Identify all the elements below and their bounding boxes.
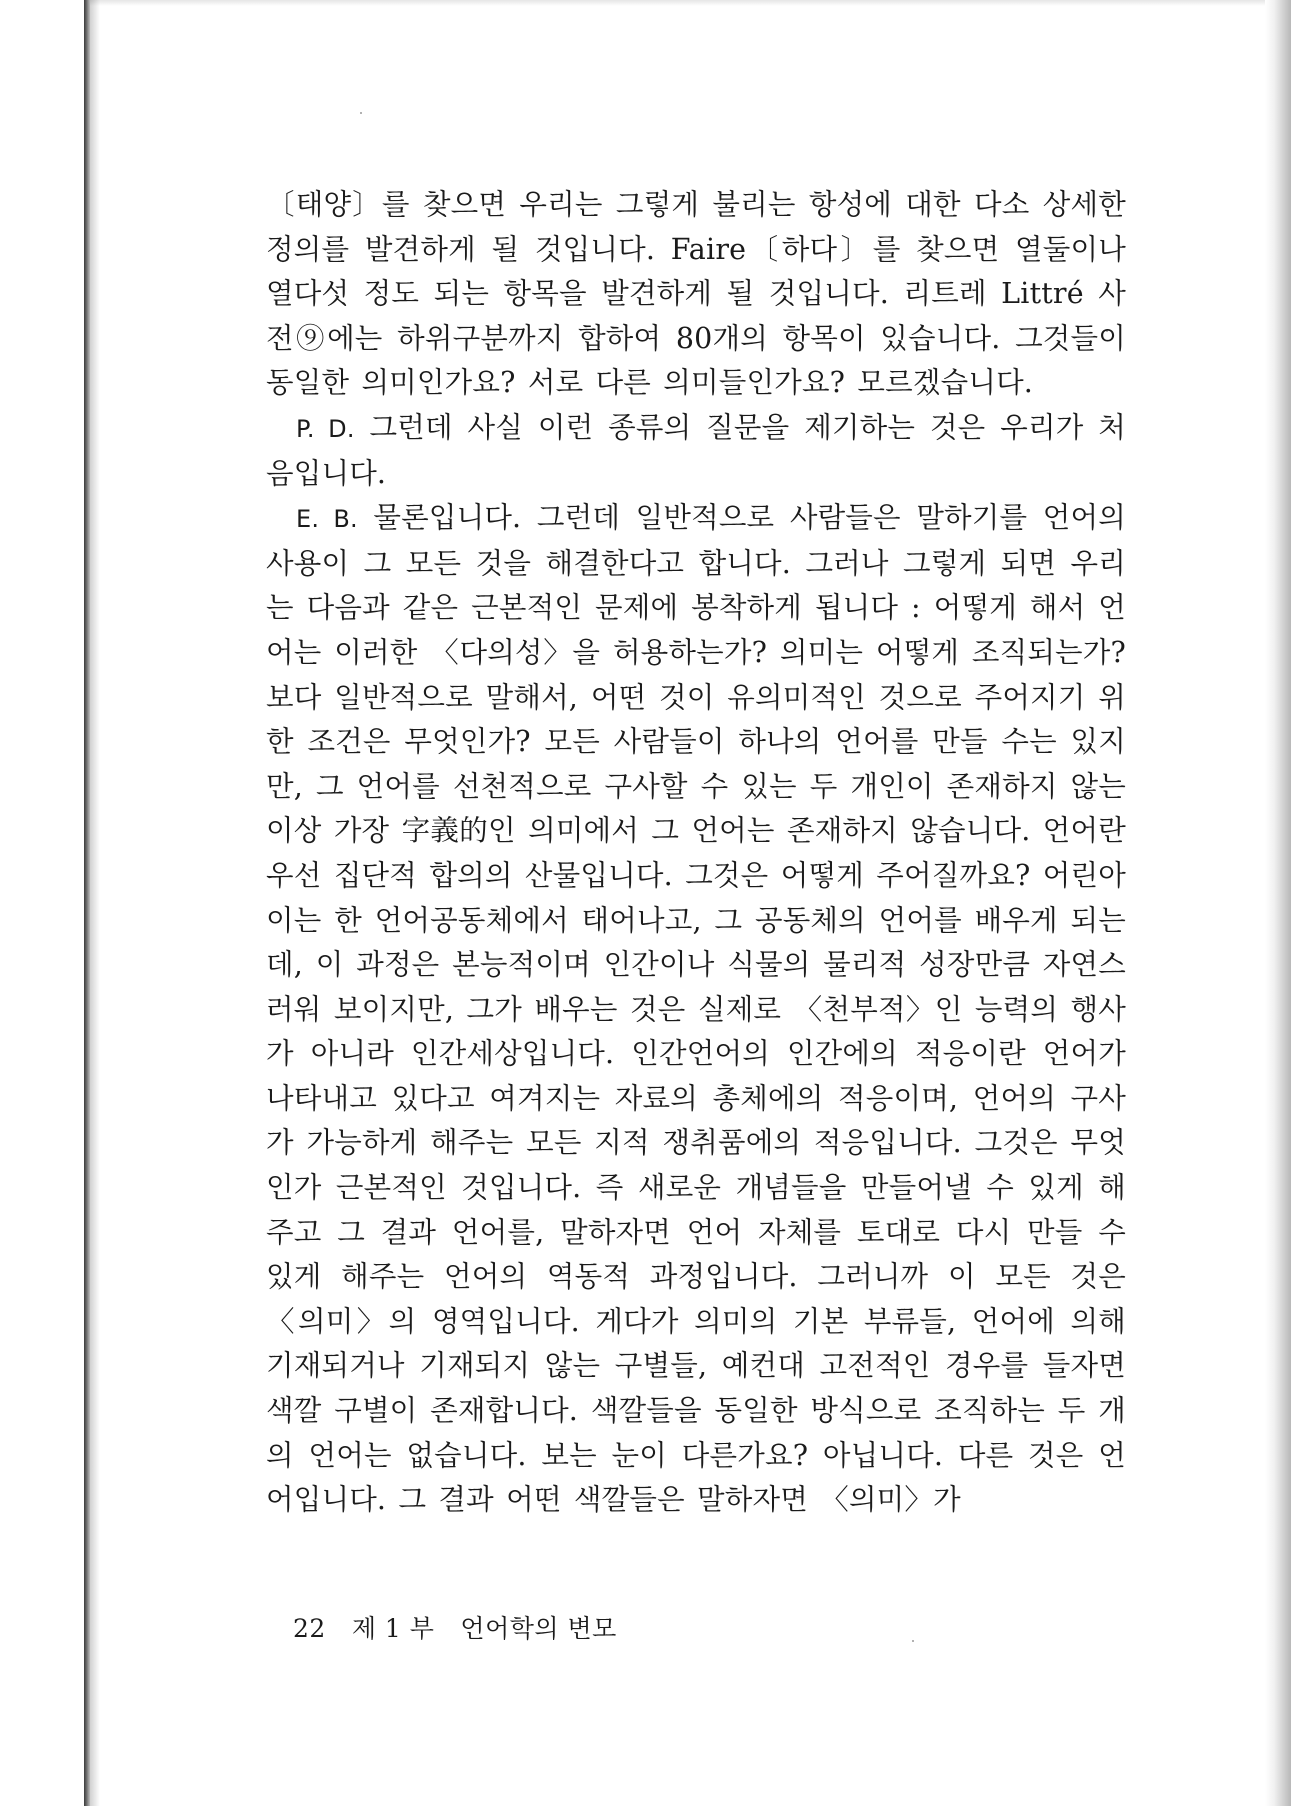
- chapter-title: 언어학의 변모: [460, 1614, 617, 1643]
- speaker-label: E. B.: [296, 505, 358, 534]
- body-text: [266, 183, 1126, 1523]
- part-label: 제 1 부: [351, 1614, 435, 1643]
- speaker-label: P. D.: [296, 414, 355, 443]
- page-footer: [293, 1609, 617, 1645]
- page-right-edge-shadow: [1265, 0, 1291, 1806]
- paragraph-pd: [266, 406, 1126, 496]
- page-number: 22: [293, 1614, 326, 1643]
- paragraph-eb: [266, 496, 1126, 1523]
- paragraph-text: 물론입니다. 그런데 일반적으로 사람들은 말하기를 언어의 사용이 그 모든 것을 해결한다고 합니다. 그러나 그렇게 되면 우리는 다음과 같은 근본적인 문제에 봉착하게 됩니다 : 어떻게 해서 언어는 이러한 〈다의성〉을 허용하는가? 의미는 어떻게 조직되는가? 보다 일반적으로 말해서, 어떤 것이 유의미적인 것으로 주어지기 위한 조건은 무엇인가? 모든 사람들이 하나의 언어를 만들 수는 있지만, 그 언어를 선천적으로 구사할 수 있는 두 개인이 존재하지 않는 이상 가장 字義的인 의미에서 그 언어는 존재하지 않습니다. 언어란 우선 집단적 합의의 산물입니다. 그것은 어떻게 주어질까요? 어린아이는 한 언어공동체에서 태어나고, 그 공동체의 언어를 배우게 되는데, 이 과정은 본능적이며 인간이나 식물의 물리적 성장만큼 자연스러워 보이지만, 그가 배우는 것은 실제로 〈천부적〉인 능력의 행사가 아니라 인간세상입니다. 인간언어의 인간에의 적응이란 언어가 나타내고 있다고 여겨지는 자료의 총체에의 적응이며, 언어의 구사가 가능하게 해주는 모든 지적 쟁취품에의 적응입니다. 그것은 무엇인가 근본적인 것입니다. 즉 새로운 개념들을 만들어낼 수 있게 해주고 그 결과 언어를, 말하자면 언어 자체를 토대로 다시 만들 수 있게 해주는 언어의 역동적 과정입니다. 그러니까 이 모든 것은 〈의미〉의 영역입니다. 게다가 의미의 기본 부류들, 언어에 의해 기재되거나 기재되지 않는 구별들, 예컨대 고전적인 경우를 들자면 색깔 구별이 존재합니다. 색깔들을 동일한 방식으로 조직하는 두 개의 언어는 없습니다. 보는 눈이 다른가요? 아닙니다. 다른 것은 언어입니다. 그 결과 어떤 색깔들은 말하자면 〈의미〉가: [266, 501, 1126, 1517]
- binding-shadow: [90, 0, 100, 1806]
- page-top-edge: [90, 0, 1265, 6]
- scan-speck: [912, 1640, 914, 1642]
- scan-speck: [360, 112, 362, 114]
- paragraph-text: 〔태양〕를 찾으면 우리는 그렇게 불리는 항성에 대한 다소 상세한 정의를 발견하게 될 것입니다. Faire〔하다〕를 찾으면 열둘이나 열다섯 정도 되는 항목을 발견하게 될 것입니다. 리트레 Littré 사전⑨에는 하위구분까지 합하여 80개의 항목이 있습니다. 그것들이 동일한 의미인가요? 서로 다른 의미들인가요? 모르겠습니다.: [266, 188, 1126, 400]
- paragraph-text: 그런데 사실 이런 종류의 질문을 제기하는 것은 우리가 처음입니다.: [266, 410, 1127, 490]
- paragraph-continued: [266, 183, 1126, 406]
